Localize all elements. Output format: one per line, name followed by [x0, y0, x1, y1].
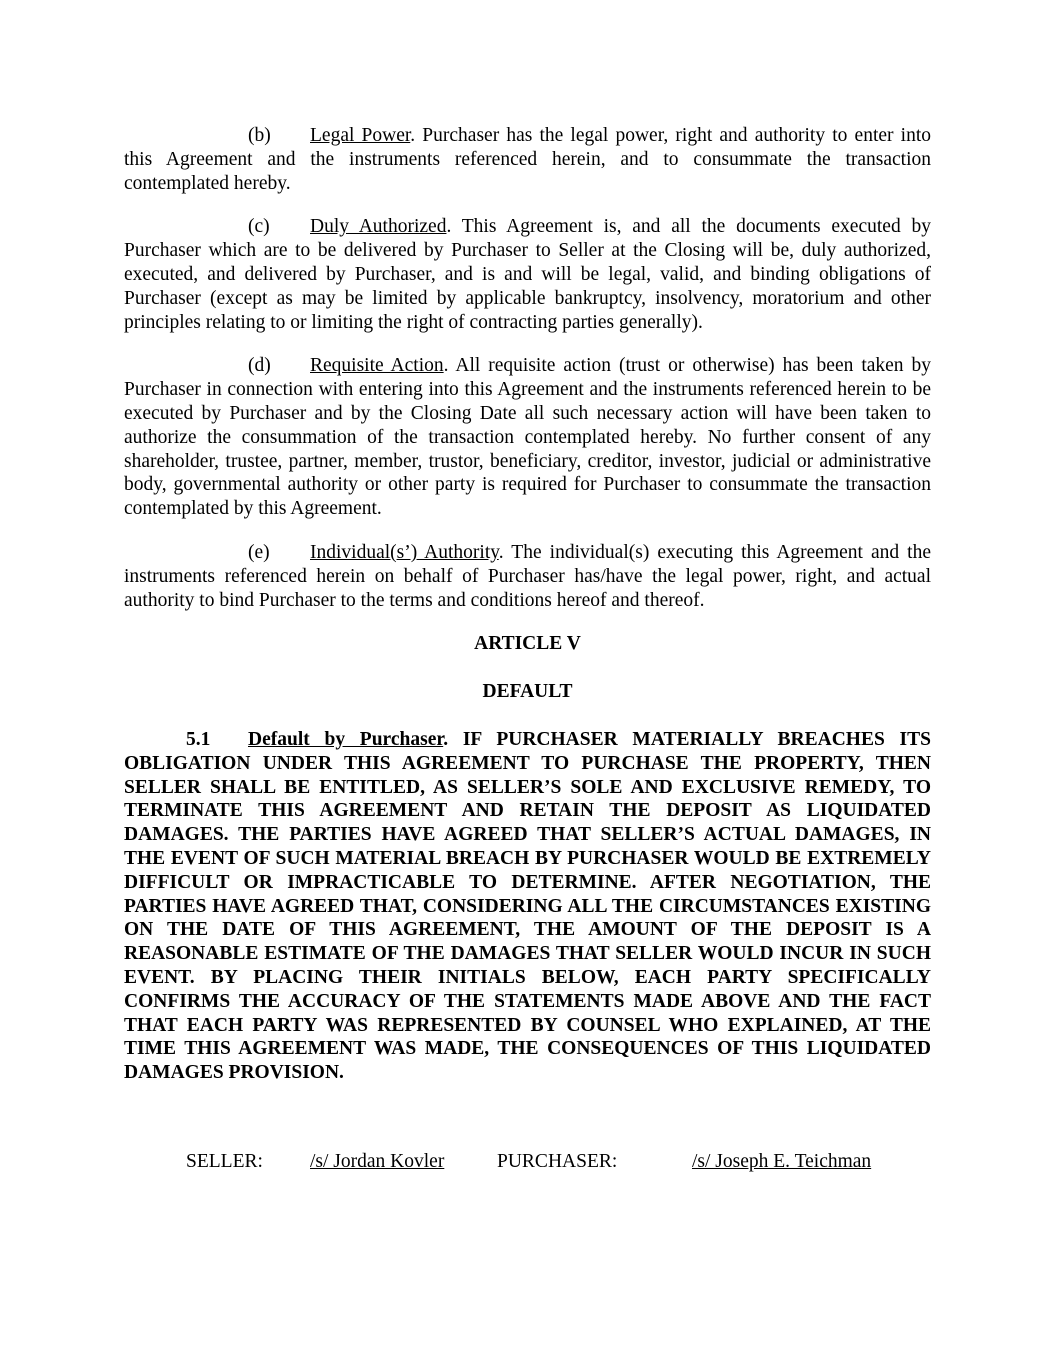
- paragraph-title: Requisite Action: [310, 355, 444, 377]
- article-title: DEFAULT: [482, 681, 573, 703]
- paragraph-text: . Purchaser has the legal power, right and authority to enter into this Agreement and the instruments referenced herein, and to consummate the transaction contemplated hereby.: [124, 125, 931, 194]
- paragraph-c: [124, 215, 931, 334]
- paragraph-d: [124, 354, 931, 521]
- paragraph-b: [124, 124, 931, 195]
- article-number: ARTICLE V: [474, 633, 581, 655]
- signature-row: [124, 1150, 931, 1174]
- seller-label: SELLER:: [186, 1151, 263, 1172]
- purchaser-signature: /s/ Joseph E. Teichman: [692, 1151, 872, 1172]
- section-number: 5.1: [186, 728, 211, 750]
- section-5-1: [124, 728, 931, 1085]
- section-text: . IF PURCHASER MATERIALLY BREACHES ITS OBLIGATION UNDER THIS AGREEMENT TO PURCHASE THE PROPERTY, THEN SELLER SHALL BE ENTITLED, AS SELLER’S SOLE AND EXCLUSIVE REMEDY, TO TERMINATE THIS AGREEMENT AND RETAIN THE DEPOSIT AS LIQUIDATED DAMAGES. THE PARTIES HAVE AGREED THAT SELLER’S ACTUAL DAMAGES, IN THE EVENT OF SUCH MATERIAL BREACH BY PURCHASER WOULD BE EXTREMELY DIFFICULT OR IMPRACTICABLE TO DETERMINE. AFTER NEGOTIATION, THE PARTIES HAVE AGREED THAT, CONSIDERING ALL THE CIRCUMSTANCES EXISTING ON THE DATE OF THIS AGREEMENT, THE AMOUNT OF THE DEPOSIT IS A REASONABLE ESTIMATE OF THE DAMAGES THAT SELLER WOULD INCUR IN SUCH EVENT. BY PLACING THEIR INITIALS BELOW, EACH PARTY SPECIFICALLY CONFIRMS THE ACCURACY OF THE STATEMENTS MADE ABOVE AND THE FACT THAT EACH PARTY WAS REPRESENTED BY COUNSEL WHO EXPLAINED, AT THE TIME THIS AGREEMENT WAS MADE, THE CONSEQUENCES OF THIS LIQUIDATED DAMAGES PROVISION.: [124, 728, 931, 1084]
- paragraph-number: (d): [248, 355, 271, 377]
- paragraph-text: . All requisite action (trust or otherwise) has been taken by Purchaser in connection with entering into this Agreement and the instruments referenced herein to be executed by Purchaser and by the Closing Date all such necessary action will have been taken to authorize the consummation of the transaction contemplated hereby. No further consent of any shareholder, trustee, partner, member, trustor, beneficiary, creditor, investor, judicial or administrative body, governmental authority or other party is required for Purchaser to consummate the transaction contemplated by this Agreement.: [124, 355, 932, 520]
- paragraph-text: . This Agreement is, and all the documents executed by Purchaser which are to be delivered by Purchaser to Seller at the Closing will be, duly authorized, executed, and delivered by Purchaser, and is and will be legal, valid, and binding obligations of Purchaser (except as may be limited by applicable bankruptcy, insolvency, moratorium and other principles relating to or limiting the right of contracting parties generally).: [124, 216, 931, 333]
- paragraph-number: (b): [248, 125, 271, 146]
- paragraph-title: Legal Power: [310, 125, 411, 146]
- paragraph-text: . The individual(s) executing this Agreement and the instruments referenced herein on behalf of Purchaser has/have the legal power, right, and actual authority to bind Purchaser to the terms and conditions hereof and thereof.: [124, 541, 931, 611]
- paragraph-number: (c): [248, 216, 270, 238]
- seller-signature: /s/ Jordan Kovler: [310, 1151, 445, 1172]
- document-page: [124, 124, 932, 1172]
- paragraph-title: Duly Authorized: [310, 216, 447, 238]
- paragraph-title: Individual(s’) Authority: [310, 541, 499, 563]
- section-title: Default by Purchaser: [248, 728, 444, 750]
- purchaser-label: PURCHASER:: [497, 1151, 618, 1172]
- paragraph-number: (e): [248, 541, 270, 563]
- paragraph-e: [124, 541, 931, 612]
